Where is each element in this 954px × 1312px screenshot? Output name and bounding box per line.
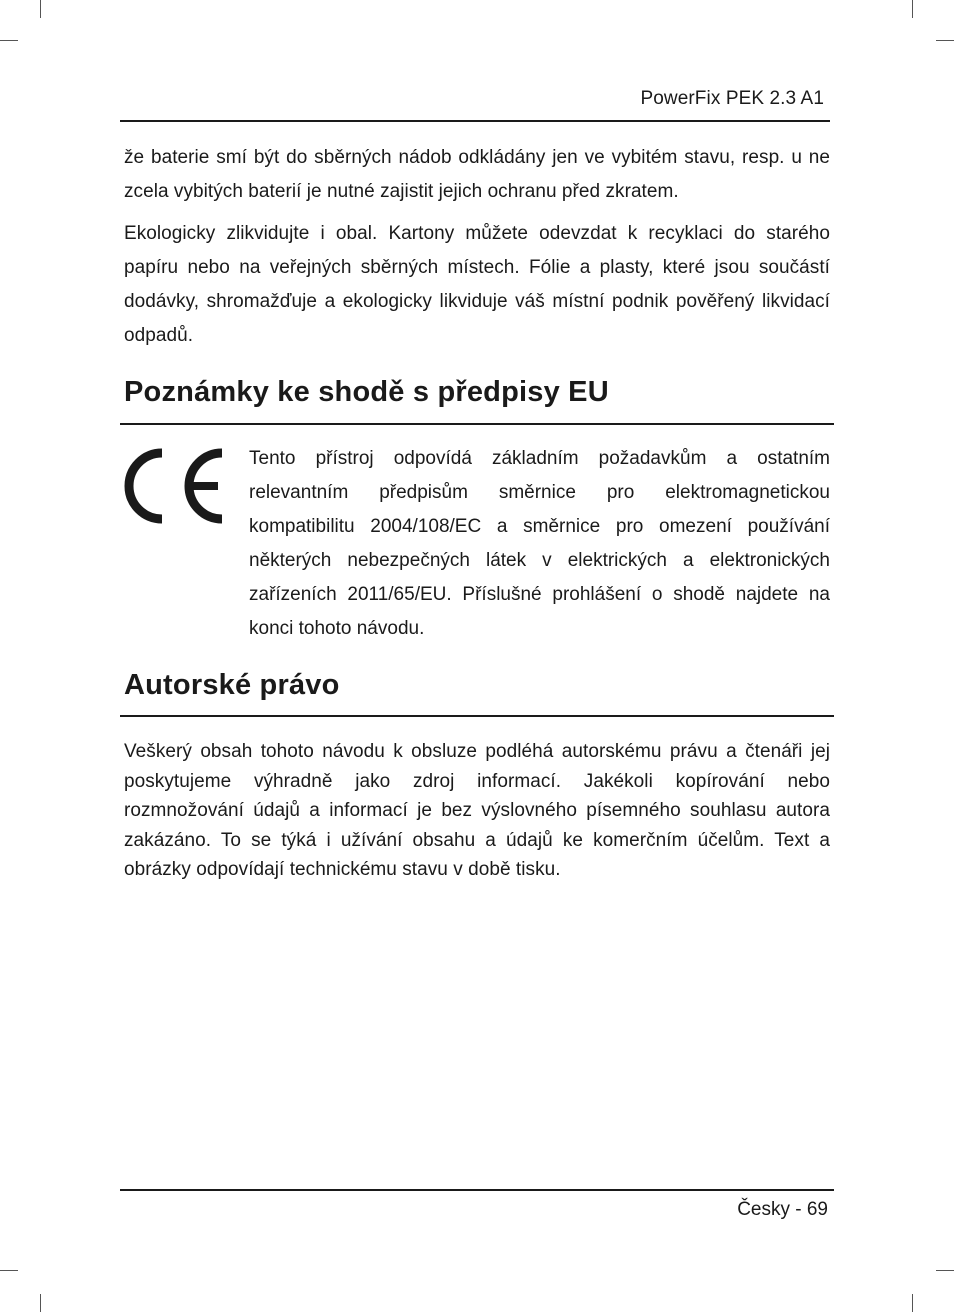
ce-mark-icon (124, 448, 228, 524)
page-header-title: PowerFix PEK 2.3 A1 (640, 88, 824, 109)
header-rule (120, 120, 830, 122)
section-heading-copyright: Autorské právo (124, 669, 340, 701)
crop-mark (40, 1294, 41, 1312)
footer-rule (120, 1189, 834, 1191)
eu-compliance-text: Tento přístroj odpovídá základním požadavkům a ostatním relevantním předpisům směrnice pro elektromagnetickou kompatibilitu 2004/108/EC a směrnice pro omezení používání některých nebezpečných látek v elektrických a elektronických zařízeních 2011/65/EU. Příslušné prohlášení o shodě najdete na konci tohoto návodu. (249, 448, 830, 639)
intro-paragraph-1: že baterie smí být do sběrných nádob odkládány jen ve vybitém stavu, resp. u ne zcela vybitých baterií je nutné zajistit jejich ochranu před zkratem. (124, 147, 830, 202)
crop-mark (912, 1294, 913, 1312)
crop-mark (0, 40, 18, 41)
crop-mark (936, 40, 954, 41)
section-heading-eu: Poznámky ke shodě s předpisy EU (124, 376, 609, 408)
crop-mark (0, 1270, 18, 1271)
section-rule-eu (120, 423, 834, 425)
crop-mark (912, 0, 913, 18)
page-footer-label: Česky - 69 (737, 1199, 828, 1220)
intro-paragraph-2: Ekologicky zlikvidujte i obal. Kartony můžete odevzdat k recyklaci do starého papíru nebo na veřejných sběrných místech. Fólie a plasty, které jsou součástí dodávky, shromažďuje a ekologicky likviduje váš místní podnik pověřený likvidací odpadů. (124, 223, 830, 346)
crop-mark (936, 1270, 954, 1271)
copyright-text: Veškerý obsah tohoto návodu k obsluze podléhá autorskému právu a čtenáři jej poskytujeme výhradně jako zdroj informací. Jakékoli kopírování nebo rozmnožování údajů a informací je bez výslovného písemného souhlasu autora zakázáno. To se týká i užívání obsahu a údajů ke komerčním účelům. Text a obrázky odpovídají technickému stavu v době tisku. (124, 741, 830, 880)
section-rule-copyright (120, 715, 834, 717)
crop-mark (40, 0, 41, 18)
